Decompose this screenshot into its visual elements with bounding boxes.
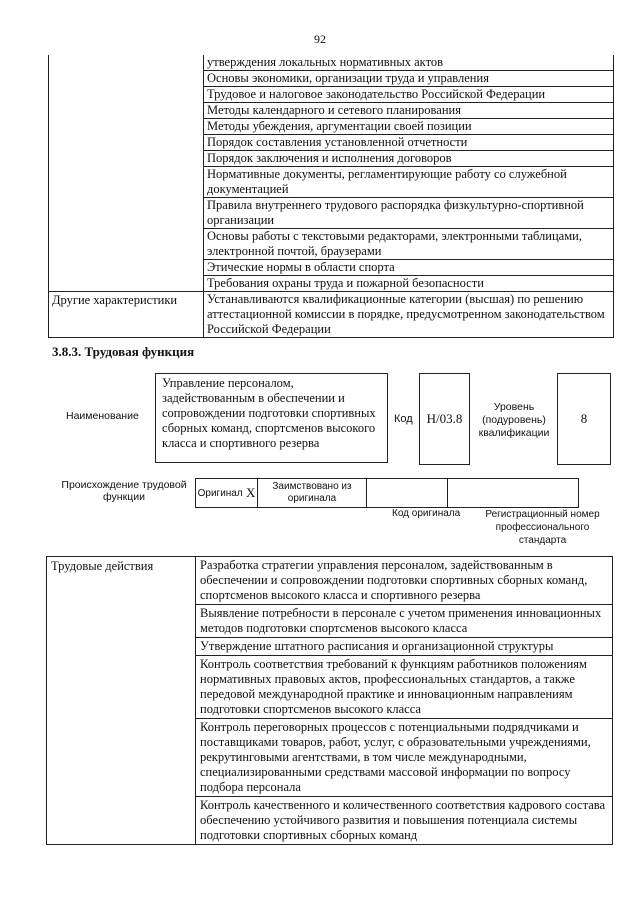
level-label: Уровень (подуровень) квалификации [478, 401, 550, 439]
borrowed-label: Заимствовано из оригинала [258, 479, 367, 507]
table-cell: Контроль переговорных процессов с потенциальными подрядчиками и поставщиками товаров, работ, услуг, с образовательными учреждениями, рекрутинговыми агентствами, в том числе международными, специализированными средствами массовой информации по вопросу подбора персонала [196, 719, 612, 797]
other-characteristics-row [49, 291, 613, 337]
table-cell: Методы календарного и сетевого планирования [204, 103, 613, 119]
table-cell: Методы убеждения, аргументации своей позиции [204, 119, 613, 135]
table-cell: Разработка стратегии управления персоналом, задействованным в обеспечении и сопровождении подготовки спортивных сборных команд, спортсменов высокого класса и спортивного резерва [196, 557, 612, 605]
labor-actions-table [46, 556, 613, 845]
table-cell: Утверждение штатного расписания и организационной структуры [196, 638, 612, 656]
original-label: Оригинал [197, 487, 243, 499]
table-cell: Нормативные документы, регламентирующие работу со служебной документацией [204, 167, 613, 198]
table-cell: Порядок заключения и исполнения договоров [204, 151, 613, 167]
name-label: Наименование [66, 410, 139, 422]
original-mark: X [245, 485, 256, 500]
knowledge-items [204, 55, 613, 291]
reg-number-cell [448, 479, 578, 507]
origin-table [195, 478, 579, 508]
qualification-level: 8 [557, 373, 611, 465]
table-cell: Трудовое и налоговое законодательство Российской Федерации [204, 87, 613, 103]
table-cell: Этические нормы в области спорта [204, 260, 613, 276]
table-cell: Порядок составления установленной отчетности [204, 135, 613, 151]
origin-label: Происхождение трудовой функции [61, 479, 187, 503]
knowledge-label-cell [49, 55, 204, 291]
original-code-cell [367, 479, 448, 507]
other-characteristics-value: Устанавливаются квалификационные категории (высшая) по решению аттестационной комиссии в порядке, предусмотренном законодательством Российской Федерации [207, 292, 605, 336]
knowledge-table [48, 55, 614, 338]
table-cell: Контроль соответствия требований к функциям работников положениям нормативных правовых актов, профессиональных стандартов, а также передовой международной практике и инновационным направлениям подготовки спортсменов высокого класса [196, 656, 612, 719]
table-cell: Контроль качественного и количественного соответствия кадрового состава обеспечению устойчивого развития и повышения потенциала системы подготовки спортивных сборных команд [200, 798, 606, 842]
function-name: Управление персоналом, задействованным в обеспечении и сопровождении подготовки спортивных сборных команд, спортсменов высокого класса и спортивного резерва [155, 373, 388, 463]
page-number: 92 [314, 32, 326, 46]
table-cell: Выявление потребности в персонале с учетом применения инновационных методов подготовки спортсменов высокого класса [196, 605, 612, 638]
section-title: 3.8.3. Трудовая функция [52, 344, 195, 359]
labor-actions-label: Трудовые действия [47, 557, 196, 844]
original-code-label: Код оригинала [392, 508, 461, 519]
function-code: Н/03.8 [419, 373, 470, 465]
table-cell: Требования охраны труда и пожарной безопасности [207, 276, 484, 290]
table-cell: Основы экономики, организации труда и управления [204, 71, 613, 87]
labor-actions-items [196, 557, 612, 844]
code-label: Код [394, 413, 413, 425]
original-cell [196, 479, 258, 507]
table-cell: Основы работы с текстовыми редакторами, электронными таблицами, электронной почтой, браузерами [204, 229, 613, 260]
reg-number-label: Регистрационный номер профессионального стандарта [485, 509, 600, 546]
knowledge-row [49, 55, 613, 291]
other-characteristics-label: Другие характеристики [49, 292, 204, 337]
table-cell: Правила внутреннего трудового распорядка физкультурно-спортивной организации [204, 198, 613, 229]
table-cell: утверждения локальных нормативных актов [204, 55, 613, 71]
